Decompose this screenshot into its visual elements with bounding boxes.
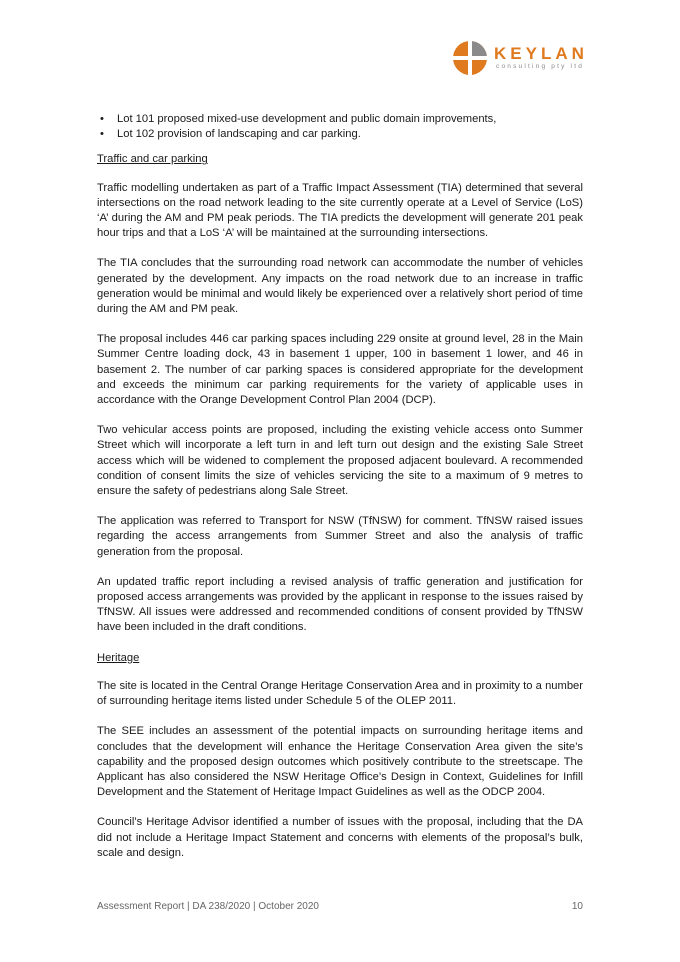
keylan-logo <box>452 40 592 80</box>
page-number: 10 <box>571 901 583 912</box>
section-heading-traffic: Traffic and car parking <box>97 153 208 166</box>
paragraph: Council’s Heritage Advisor identified a number of issues with the proposal, including that the DA did not include a Heritage Impact Statement and concerns with elements of the proposal’s bulk, scale and design. <box>97 816 583 859</box>
logo-brand-text: KEYLAN <box>494 44 588 63</box>
paragraph: The application was referred to Transport for NSW (TfNSW) for comment. TfNSW raised issues regarding the access arrangements from Summer Street and also the analysis of traffic generation from the proposal. <box>97 515 583 558</box>
paragraph: Traffic modelling undertaken as part of a Traffic Impact Assessment (TIA) determined that several intersections on the road network leading to the site currently operate at a Level of Service (LoS) ‘A’ during the AM and PM peak periods. The TIA predicts the development will generate 201 peak hour trips and that a LoS ‘A’ will be maintained at the surrounding intersections. <box>97 181 583 240</box>
paragraph: The SEE includes an assessment of the potential impacts on surrounding heritage items and concludes that the development will enhance the Heritage Conservation Area given the site’s capability and the proposed design outcomes which positively contribute to the streetscape. The Applicant has also considered the NSW Heritage Office’s Design in Context, Guidelines for Infill Development and the Statement of Heritage Impact Guidelines as well as the ODCP 2004. <box>97 725 583 799</box>
page-footer <box>97 901 583 912</box>
report-body <box>97 112 583 876</box>
keylan-logo-icon <box>452 40 488 76</box>
logo-tagline: consulting pty ltd <box>496 63 585 70</box>
paragraph: The proposal includes 446 car parking spaces including 229 onsite at ground level, 28 in the Main Summer Centre loading dock, 43 in basement 1 upper, 100 in basement 1 lower, and 46 in basement 2. The number of car parking spaces is considered appropriate for the development and exceeds the minimum car parking requirements for the variety of applicable uses in accordance with the Orange Development Control Plan 2004 (DCP). <box>97 333 583 407</box>
list-item: • Lot 101 proposed mixed-use development and public domain improvements, <box>97 112 583 127</box>
paragraph: The TIA concludes that the surrounding road network can accommodate the number of vehicles generated by the development. Any impacts on the road network due to an increase in traffic generation would be minimal and would likely be experienced over a relatively short period of time during the AM and PM peak. <box>97 257 583 316</box>
paragraph: Two vehicular access points are proposed, including the existing vehicle access onto Summer Street which will incorporate a left turn in and left turn out design and the existing Sale Street access which will be widened to complement the proposed adjacent boulevard. A recommended condition of consent limits the size of vehicles servicing the site to a maximum of 9 metres to ensure the safety of pedestrians along Sale Street. <box>97 424 583 498</box>
footer-report-reference: Assessment Report | DA 238/2020 | October 2020 <box>97 901 319 912</box>
lot-bullet-list <box>97 112 583 142</box>
paragraph: The site is located in the Central Orange Heritage Conservation Area and in proximity to a number of surrounding heritage items listed under Schedule 5 of the OLEP 2011. <box>97 679 583 708</box>
section-heading-heritage: Heritage <box>97 651 140 664</box>
list-item: • Lot 102 provision of landscaping and car parking. <box>97 127 583 142</box>
paragraph: An updated traffic report including a revised analysis of traffic generation and justification for proposed access arrangements was provided by the applicant in response to the issues raised by TfNSW. All issues were addressed and recommended conditions of consent provided by TfNSW have been included in the draft conditions. <box>97 575 583 634</box>
